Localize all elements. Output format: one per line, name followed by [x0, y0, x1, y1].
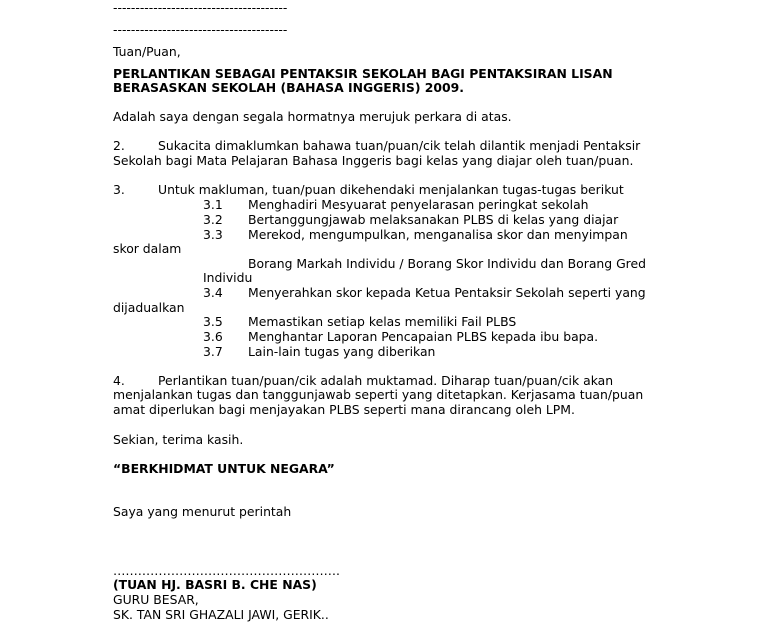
subject-line-1: PERLANTIKAN SEBAGAI PENTAKSIR SEKOLAH BAGI PENTAKSIRAN LISAN — [113, 66, 613, 81]
task-item-3-3 — [203, 227, 628, 242]
task-item-3-4-wrap: dijadualkan — [113, 300, 185, 315]
task-number: 3.2 — [203, 212, 223, 227]
signoff: Saya yang menurut perintah — [113, 504, 292, 519]
task-number: 3.3 — [203, 227, 223, 242]
task-number: 3.1 — [203, 197, 223, 212]
para3-number: 3. — [113, 182, 125, 197]
task-number: 3.4 — [203, 285, 223, 300]
task-item-3-4 — [203, 285, 646, 300]
task-item-3-7 — [203, 344, 435, 359]
signatory-name: (TUAN HJ. BASRI B. CHE NAS) — [113, 577, 317, 592]
signatory-title: GURU BESAR, — [113, 592, 199, 607]
signature-line: ………………………………………………. — [113, 563, 340, 578]
intro-paragraph: Adalah saya dengan segala hormatnya merujuk perkara di atas. — [113, 109, 512, 124]
task-item-3-3-wrap: skor dalam — [113, 241, 182, 256]
para2-line-1 — [113, 138, 640, 153]
task-item-3-3-cont-2: Individu — [203, 270, 253, 285]
address-line-1: --------------------------------------- — [113, 0, 288, 15]
para3-lead-text: Untuk makluman, tuan/puan dikehendaki menjalankan tugas-tugas berikut — [158, 182, 624, 197]
para4-text-1: Perlantikan tuan/puan/cik adalah muktamad. Diharap tuan/puan/cik akan — [158, 373, 614, 388]
task-number: 3.6 — [203, 329, 223, 344]
motto: “BERKHIDMAT UNTUK NEGARA” — [113, 461, 335, 476]
para2-line-2: Sekolah bagi Mata Pelajaran Bahasa Inggeris bagi kelas yang diajar oleh tuan/puan. — [113, 153, 634, 168]
task-item-3-1 — [203, 197, 589, 212]
task-item-3-2 — [203, 212, 618, 227]
task-text: Lain-lain tugas yang diberikan — [248, 344, 436, 359]
salutation: Tuan/Puan, — [113, 44, 181, 59]
task-text: Memastikan setiap kelas memiliki Fail PLBS — [248, 314, 517, 329]
task-text: Menyerahkan skor kepada Ketua Pentaksir Sekolah seperti yang — [248, 285, 646, 300]
task-text: Merekod, mengumpulkan, menganalisa skor dan menyimpan — [248, 227, 628, 242]
task-number: 3.7 — [203, 344, 223, 359]
task-text: Bertanggungjawab melaksanakan PLBS di kelas yang diajar — [248, 212, 619, 227]
task-item-3-3-cont-1: Borang Markah Individu / Borang Skor Individu dan Borang Gred — [248, 256, 646, 271]
address-line-2: --------------------------------------- — [113, 22, 288, 37]
closing: Sekian, terima kasih. — [113, 432, 244, 447]
para3-lead — [113, 182, 624, 197]
para4-line-1 — [113, 373, 613, 388]
para4-line-3: amat diperlukan bagi menjayakan PLBS seperti mana dirancang oleh LPM. — [113, 402, 575, 417]
para4-line-2: menjalankan tugas dan tanggunjawab seperti yang ditetapkan. Kerjasama tuan/puan — [113, 387, 644, 402]
task-number: 3.5 — [203, 314, 223, 329]
task-text: Menghadiri Mesyuarat penyelarasan peringkat sekolah — [248, 197, 589, 212]
para4-number: 4. — [113, 373, 125, 388]
subject-line-2: BERASASKAN SEKOLAH (BAHASA INGGERIS) 2009. — [113, 80, 464, 95]
task-text: Menghantar Laporan Pencapaian PLBS kepada ibu bapa. — [248, 329, 599, 344]
task-item-3-5 — [203, 314, 516, 329]
para2-text-1: Sukacita dimaklumkan bahawa tuan/puan/cik telah dilantik menjadi Pentaksir — [158, 138, 641, 153]
signatory-school: SK. TAN SRI GHAZALI JAWI, GERIK.. — [113, 607, 329, 622]
para2-number: 2. — [113, 138, 125, 153]
task-item-3-6 — [203, 329, 598, 344]
